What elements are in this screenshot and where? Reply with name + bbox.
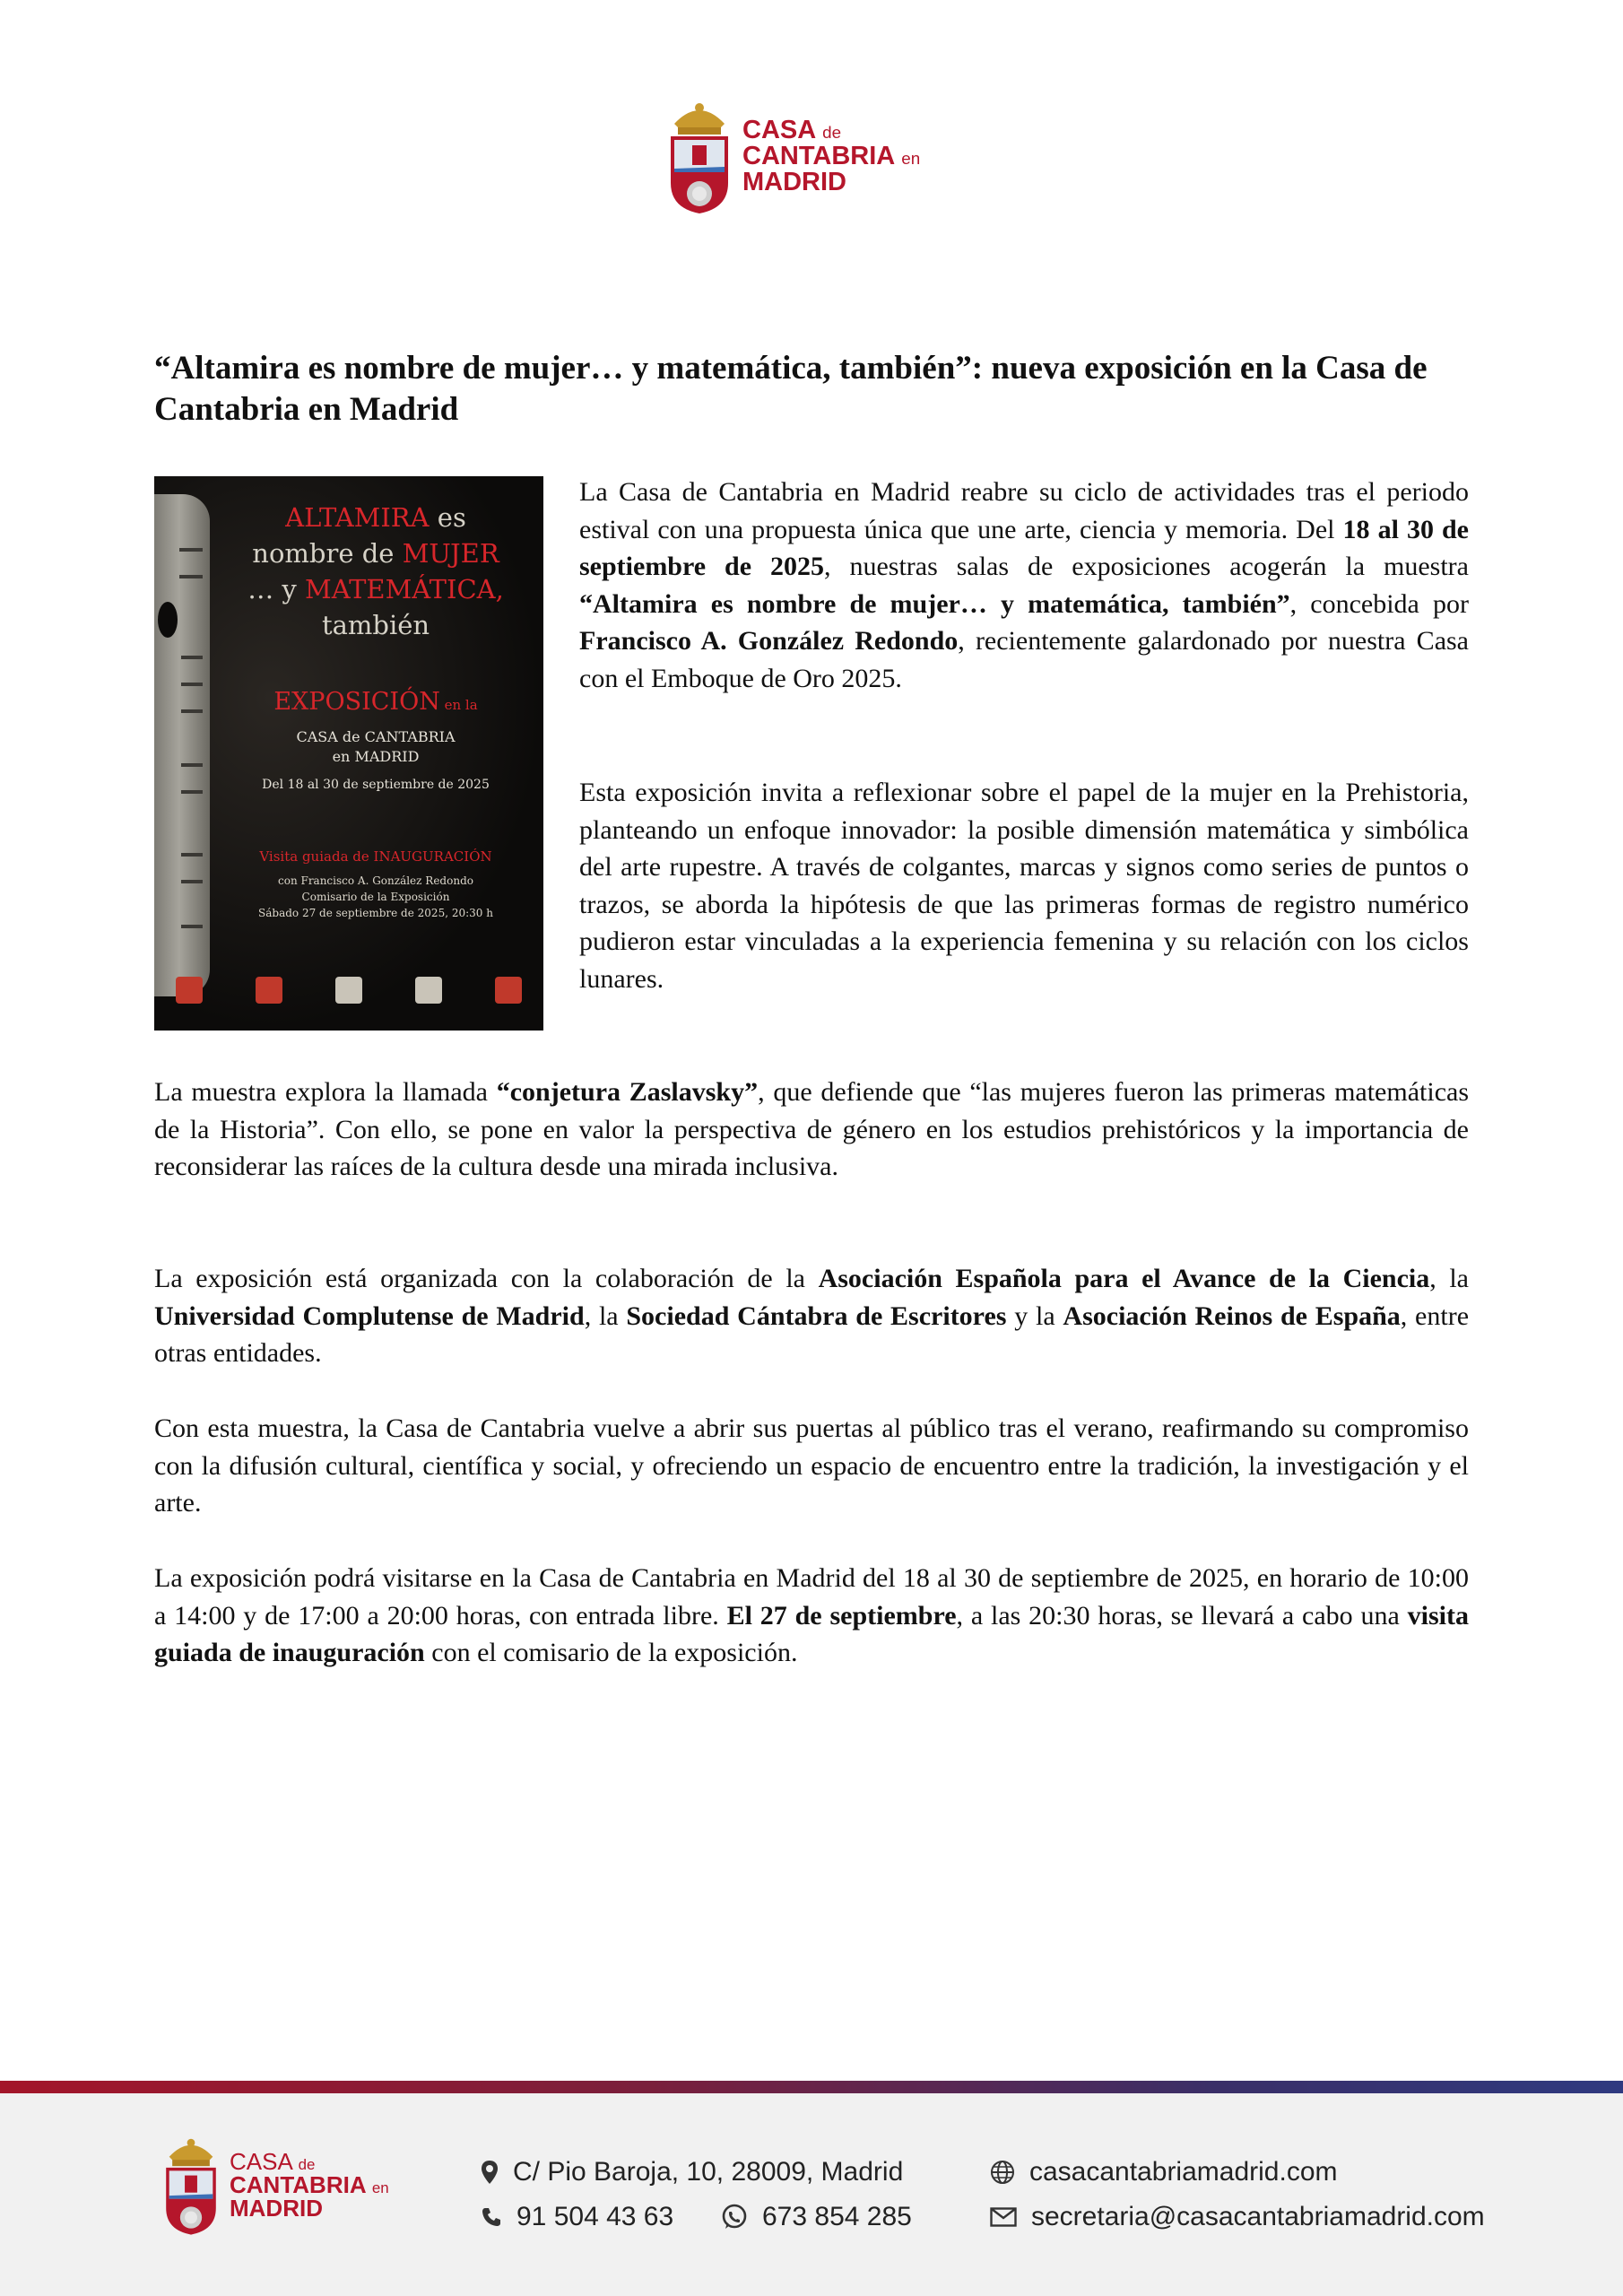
location-pin-icon [481,2160,499,2185]
footer-logo [161,2133,389,2237]
logo-line-3: MADRID [742,167,846,196]
engraved-bone-image [154,494,210,996]
phone-icon [481,2206,502,2228]
footer-email[interactable]: secretaria@casacantabriamadrid.com [990,2202,1485,2232]
exhibition-poster [154,476,543,1031]
paragraph-5: Con esta muestra, la Casa de Cantabria vuelve a abrir sus puertas al público tras el verano, reafirmando su compromiso con la difusión cultural, científica y social, y ofreciendo un espacio de encuentro entre la tradición, la investigación y el arte. [154,1413,1469,1518]
coat-of-arms-icon [161,2133,221,2237]
footer-phone[interactable]: 91 504 43 63 [481,2202,673,2232]
poster-credits: con Francisco A. González Redondo Comisario de la Exposición Sábado 27 de septiembre de 2025, 20:30 h [258,874,493,919]
sponsor-logo-icon [335,977,362,1004]
paragraph-6: La exposición podrá visitarse en la Casa de Cantabria en Madrid del 18 al 30 de septiembre de 2025, en horario de 10:00 a 14:00 y de 17:00 a 20:00 horas, con entrada libre. El 27 de septiembre, a las 20:30 horas, se llevará a cabo una visita guiada de inauguración con el comisario de la exposición. [154,1563,1469,1667]
poster-sponsor-logos [176,977,522,1004]
poster-title: ALTAMIRA es nombre de MUJER … y MATEMÁTICA, también [247,502,504,640]
footer-color-band [0,2081,1623,2093]
footer-whatsapp[interactable]: 673 854 285 [721,2202,912,2232]
paragraph-2: Esta exposición invita a reflexionar sobre el papel de la mujer en la Prehistoria, planteando un enfoque innovador: la posible dimensión matemática y simbólica del arte rupestre. A través de colgantes, marcas y signos como series de puntos o trazos, se aborda la hipótesis de que las primeras formas de registro numérico pudieron estar vinculadas a la experiencia femenina y su relación con los ciclos lunares. [579,778,1469,994]
poster-venue: CASA de CANTABRIA en MADRID [296,728,456,765]
poster-exposicion: EXPOSICIÓN en la [273,688,478,716]
mail-icon [990,2207,1017,2227]
globe-icon [990,2160,1015,2185]
poster-visit: Visita guiada de INAUGURACIÓN [259,848,492,865]
logo-line-1-small: de [822,122,842,142]
logo-line-2-small: en [901,148,921,168]
paragraph-3: La muestra explora la llamada “conjetura Zaslavsky”, que defiende que “las mujeres fueron las primeras matemáticas de la Historia”. Con ello, se pone en valor la perspectiva de género en los estudios prehistóricos y la importancia de reconsiderar las raíces de la cultura desde una mirada inclusiva. [154,1077,1469,1181]
poster-dates: Del 18 al 30 de septiembre de 2025 [262,778,490,792]
footer-address: C/ Pio Baroja, 10, 28009, Madrid [481,2157,903,2187]
sponsor-logo-icon [176,977,203,1004]
footer-website[interactable]: casacantabriamadrid.com [990,2157,1338,2187]
paragraph-1: La Casa de Cantabria en Madrid reabre su ciclo de actividades tras el periodo estival con una propuesta única que une arte, ciencia y memoria. Del 18 al 30 de septiembre de 2025, nuestras salas de exposiciones acogerán la muestra “Altamira es nombre de mujer… y matemática, también”, concebida por Francisco A. González Redondo, recientemente galardonado por nuestra Casa con el Emboque de Oro 2025. [579,477,1469,693]
header-logo-text [742,117,920,196]
article-title: “Altamira es nombre de mujer… y matemática, también”: nueva exposición en la Casa de Cantabria en Madrid [154,350,1428,428]
paragraph-4: La exposición está organizada con la colaboración de la Asociación Española para el Avance de la Ciencia, la Universidad Complutense de Madrid, la Sociedad Cántabra de Escritores y la Asociación Reinos de España, entre otras entidades. [154,1264,1470,1368]
coat-of-arms-icon [665,97,733,215]
footer-logo-text: CASA de CANTABRIA en MADRID [230,2148,389,2222]
whatsapp-icon [721,2204,748,2231]
header-logo [665,97,920,215]
sponsor-logo-icon [495,977,522,1004]
logo-line-2: CANTABRIA [742,141,895,170]
sponsor-logo-icon [256,977,282,1004]
sponsor-logo-icon [415,977,442,1004]
logo-line-1: CASA [742,115,816,144]
